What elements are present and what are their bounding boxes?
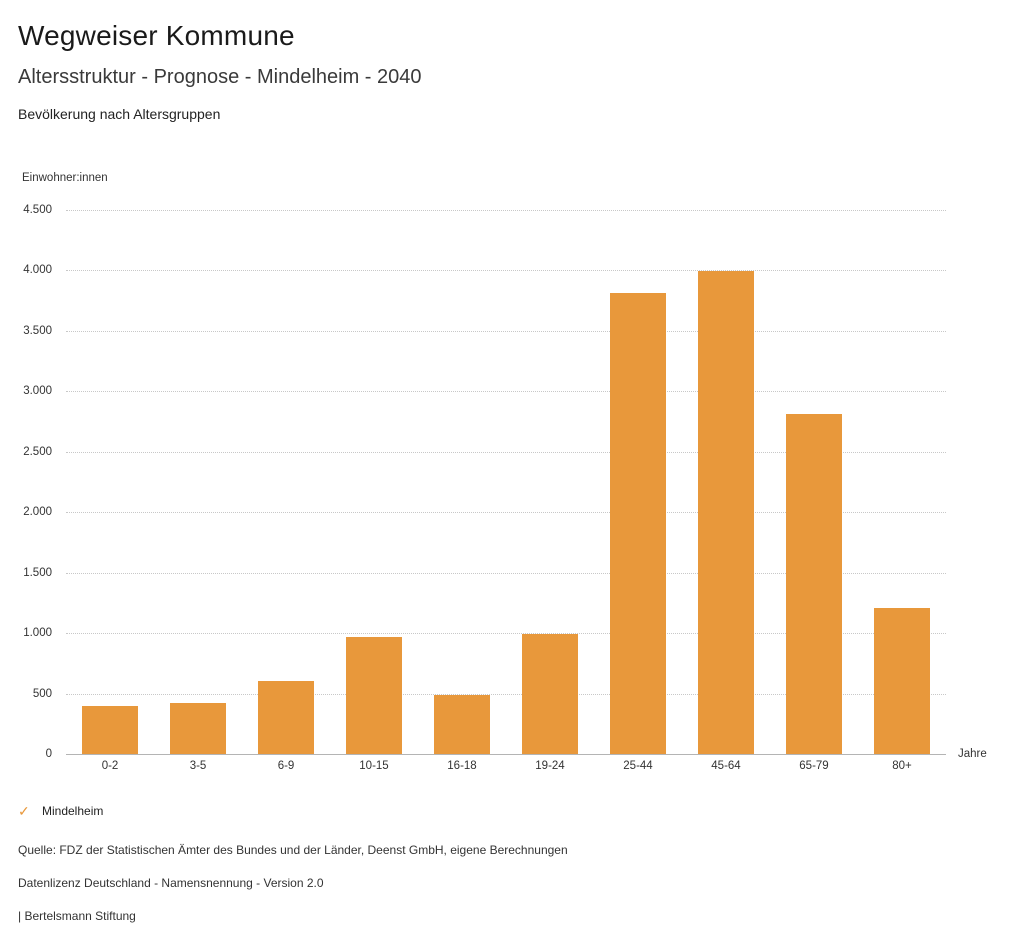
bar[interactable]	[610, 293, 666, 754]
x-axis-tick-labels	[66, 760, 946, 780]
x-axis-tick-label: 65-79	[799, 760, 829, 772]
chart-description: Bevölkerung nach Altersgruppen	[18, 106, 221, 122]
page-title: Wegweiser Kommune	[18, 20, 295, 51]
bar-slot	[682, 210, 770, 754]
bar[interactable]	[698, 271, 754, 754]
bar[interactable]	[786, 414, 842, 754]
x-axis-tick-label: 45-64	[711, 760, 741, 772]
y-axis-tick-label: 1.500	[23, 566, 52, 579]
bar[interactable]	[170, 703, 226, 754]
footnotes	[18, 843, 978, 942]
y-axis-tick-label: 2.000	[23, 506, 52, 519]
y-axis-tick-label: 3.000	[23, 385, 52, 398]
y-axis-tick-label: 0	[45, 748, 52, 760]
bar[interactable]	[258, 681, 314, 754]
footnote-license: Datenlizenz Deutschland - Namensnennung - Version 2.0	[18, 876, 324, 890]
y-axis-tick-label: 2.500	[23, 445, 52, 458]
bar-slot	[594, 210, 682, 754]
bar[interactable]	[434, 695, 490, 754]
x-axis-tick-label: 0-2	[101, 760, 119, 772]
footnote-publisher: | Bertelsmann Stiftung	[18, 909, 136, 923]
bar-slot	[330, 210, 418, 754]
bar-slot	[242, 210, 330, 754]
y-axis-tick-label: 4.000	[23, 264, 52, 277]
x-axis-tick-label: 10-15	[359, 760, 389, 772]
y-axis-tick-labels	[0, 204, 60, 760]
bar-slot	[418, 210, 506, 754]
x-axis-tick-label: 16-18	[447, 760, 477, 772]
bar-slot	[858, 210, 946, 754]
bar[interactable]	[346, 637, 402, 754]
y-axis-tick-label: 4.500	[23, 204, 52, 216]
bar[interactable]	[874, 608, 930, 754]
y-axis-tick-label: 1.000	[23, 627, 52, 640]
x-axis-tick-label: 19-24	[535, 760, 565, 772]
bar-slot	[770, 210, 858, 754]
gridline	[66, 754, 946, 755]
plot-area	[66, 210, 946, 754]
y-axis-tick-label: 500	[32, 687, 52, 700]
bar-slot	[66, 210, 154, 754]
x-axis-title: Jahre	[958, 748, 987, 760]
x-axis-tick-label: 80+	[892, 760, 912, 772]
check-icon: ✓	[18, 803, 30, 819]
bar[interactable]	[82, 706, 138, 754]
bar-slot	[154, 210, 242, 754]
x-axis-tick-label: 6-9	[277, 760, 295, 772]
x-axis-tick-label: 25-44	[623, 760, 653, 772]
chart-subtitle: Altersstruktur - Prognose - Mindelheim - 2040	[18, 66, 422, 88]
bar-series	[66, 210, 946, 754]
legend-item-label: Mindelheim	[42, 804, 104, 818]
y-axis-tick-label: 3.500	[23, 324, 52, 337]
bar[interactable]	[522, 634, 578, 754]
y-axis-title: Einwohner:innen	[22, 172, 108, 184]
x-axis-tick-label: 3-5	[189, 760, 207, 772]
bar-slot	[506, 210, 594, 754]
footnote-source: Quelle: FDZ der Statistischen Ämter des Bundes und der Länder, Deenst GmbH, eigene Berechnungen	[18, 843, 568, 857]
legend[interactable]	[18, 804, 103, 818]
